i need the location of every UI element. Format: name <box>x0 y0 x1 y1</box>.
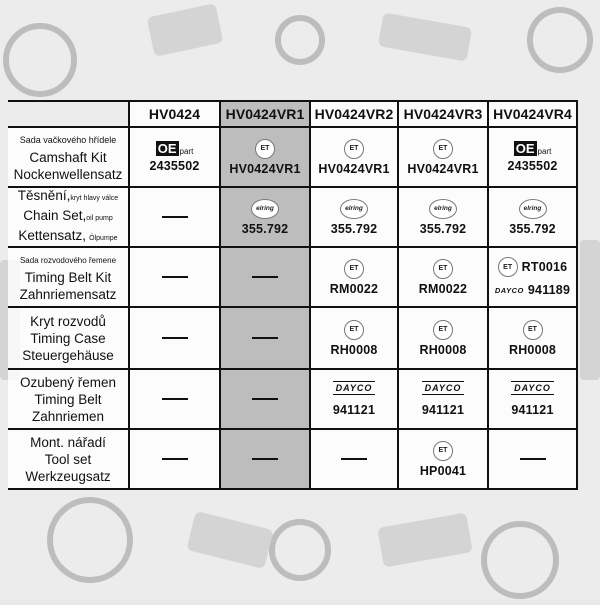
table-cell <box>130 248 221 308</box>
row-label-en: Timing Belt Kit <box>24 269 112 285</box>
table-cell <box>311 430 399 490</box>
part-number: 2435502 <box>507 159 558 173</box>
part-number: RT0016 <box>521 260 568 274</box>
table-cell <box>311 188 399 248</box>
column-header-label: HV0424VR3 <box>403 106 483 122</box>
part-number: HV0424VR1 <box>407 161 479 176</box>
column-header-label: HV0424VR4 <box>493 106 572 122</box>
table-cell <box>130 128 221 188</box>
table-cell <box>311 308 399 370</box>
table-cell <box>399 308 489 370</box>
not-available-dash <box>252 398 278 400</box>
column-header-label: HV0424VR2 <box>314 106 394 122</box>
row-label-en: Chain Set, <box>23 208 87 223</box>
table-cell <box>221 128 311 188</box>
dayco-logo-icon: DAYCO <box>494 285 524 295</box>
table-cell <box>130 308 221 370</box>
table-cell <box>221 308 311 370</box>
table-cell <box>311 248 399 308</box>
table-cell <box>221 430 311 490</box>
not-available-dash <box>520 458 546 460</box>
part-number: HV0424VR1 <box>318 161 390 176</box>
row-label: Těsnění,kryt hlavy válce Chain Set,oil pump Kettensatz, Ölpumpe <box>8 188 130 248</box>
et-logo-icon: ET <box>498 257 518 277</box>
et-logo-icon: ET <box>255 139 275 159</box>
column-header-label: HV0424VR1 <box>225 106 305 122</box>
part-number: 355.792 <box>241 221 289 236</box>
dayco-logo-icon: DAYCO <box>333 381 376 395</box>
et-logo-icon: ET <box>433 259 453 279</box>
part-number: 355.792 <box>509 221 556 236</box>
not-available-dash <box>162 458 188 460</box>
row-label <box>8 370 130 430</box>
row-label-cz: Mont. nářadí <box>30 434 106 450</box>
table-cell <box>221 370 311 430</box>
column-header <box>311 102 399 128</box>
row-label-cz: Těsnění, <box>17 188 71 203</box>
table-cell <box>221 188 311 248</box>
table-cell <box>399 370 489 430</box>
row-label-cz: Sada rozvodového řemene <box>19 255 117 265</box>
column-header <box>130 102 221 128</box>
oe-part-logo-icon: OE part <box>157 141 194 156</box>
part-number: 941121 <box>332 403 376 417</box>
oe-part-logo-icon: OE part <box>515 141 552 156</box>
elring-logo-icon: elring <box>519 199 547 219</box>
et-logo-icon: ET <box>344 139 364 159</box>
row-label-de: Zahnriemensatz <box>19 286 117 302</box>
et-logo-icon: ET <box>433 441 453 461</box>
part-number: HV0424VR1 <box>229 161 301 176</box>
row-label-de: Werkzeugsatz <box>25 468 111 484</box>
row-label <box>8 248 130 308</box>
table-cell <box>399 188 489 248</box>
part-number: 941189 <box>527 283 571 297</box>
table-cell <box>130 188 221 248</box>
table-cell <box>489 128 578 188</box>
part-number: HP0041 <box>419 463 467 478</box>
table-cell <box>311 128 399 188</box>
et-logo-icon: ET <box>433 139 453 159</box>
part-number: RM0022 <box>418 281 468 296</box>
column-header <box>221 102 311 128</box>
elring-logo-icon: elring <box>340 199 368 219</box>
comparison-table <box>8 100 578 490</box>
dayco-logo-icon: DAYCO <box>511 381 554 395</box>
row-label-cz: Sada vačkového hřídele <box>19 134 117 145</box>
row-label <box>8 308 130 370</box>
et-logo-icon: ET <box>344 259 364 279</box>
corner-cell <box>8 102 130 128</box>
row-label-de: Zahnriemen <box>31 408 105 424</box>
part-number: RH0008 <box>419 342 467 357</box>
column-header <box>399 102 489 128</box>
not-available-dash <box>162 398 188 400</box>
not-available-dash <box>252 458 278 460</box>
elring-logo-icon: elring <box>429 199 457 219</box>
not-available-dash <box>162 276 188 278</box>
column-header-label: HV0424 <box>148 106 201 122</box>
table-cell <box>489 308 578 370</box>
part-number: RH0008 <box>330 342 378 357</box>
not-available-dash <box>341 458 367 460</box>
part-number: 941121 <box>421 403 465 417</box>
not-available-dash <box>252 337 278 339</box>
part-number: RM0022 <box>329 281 379 296</box>
row-label-en: Tool set <box>44 451 92 467</box>
row-label-en: Camshaft Kit <box>29 149 107 165</box>
row-label <box>8 128 130 188</box>
row-label-en: Timing Belt <box>34 391 102 407</box>
table-cell <box>489 188 578 248</box>
table-cell <box>221 248 311 308</box>
row-label-de: Nockenwellensatz <box>13 166 123 182</box>
row-label-cz: Ozubený řemen <box>19 374 117 390</box>
part-number: RH0008 <box>508 342 557 357</box>
table-cell <box>130 370 221 430</box>
row-label-cz: Kryt rozvodů <box>30 313 106 329</box>
not-available-dash <box>162 216 188 218</box>
table-cell <box>130 430 221 490</box>
row-label-de: Kettensatz, <box>18 228 86 243</box>
part-number: 355.792 <box>330 221 378 236</box>
part-number: 2435502 <box>149 159 200 173</box>
elring-logo-icon: elring <box>251 199 279 219</box>
et-logo-icon: ET <box>433 320 453 340</box>
et-logo-icon: ET <box>523 320 543 340</box>
row-label-en: Timing Case <box>30 330 106 346</box>
table-cell <box>399 128 489 188</box>
part-number: 355.792 <box>419 221 467 236</box>
table-cell <box>399 248 489 308</box>
table-cell <box>489 370 578 430</box>
table-cell <box>399 430 489 490</box>
not-available-dash <box>162 337 188 339</box>
row-label-de: Steuergehäuse <box>22 347 114 363</box>
table-cell <box>489 248 578 308</box>
part-number: 941121 <box>511 403 554 417</box>
column-header <box>489 102 578 128</box>
row-label <box>8 430 130 490</box>
dayco-logo-icon: DAYCO <box>422 381 465 395</box>
not-available-dash <box>252 276 278 278</box>
et-logo-icon: ET <box>344 320 364 340</box>
table-cell <box>311 370 399 430</box>
table-cell <box>489 430 578 490</box>
